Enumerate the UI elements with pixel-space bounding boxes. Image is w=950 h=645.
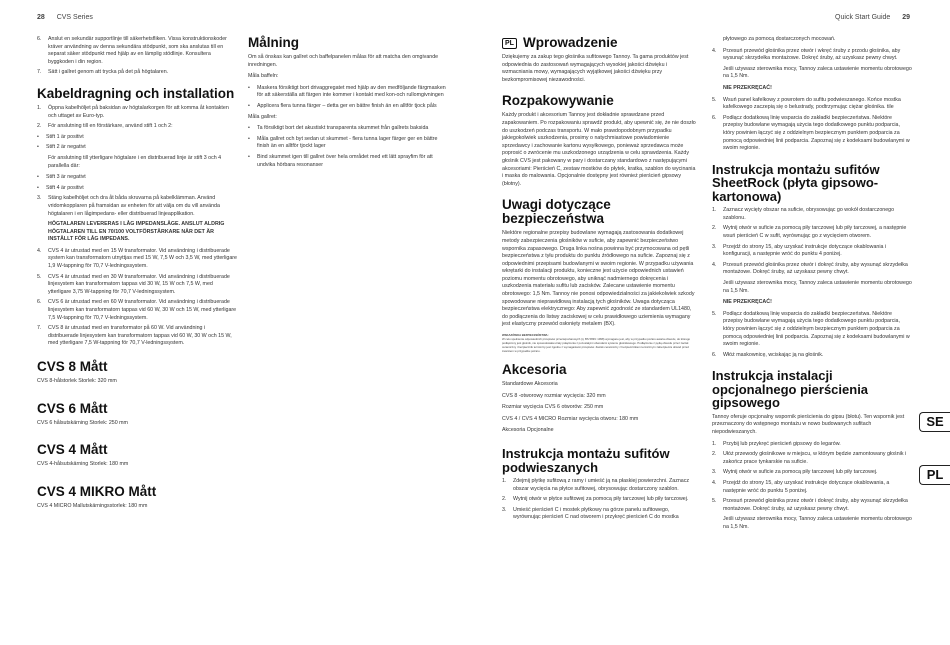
right-page-number: 29	[902, 14, 910, 21]
language-tab-se[interactable]: SE	[919, 412, 950, 432]
list-item: 6. CVS 6 är utrustad med en 60 W transformator. Vid användning i distribuerade linjesystem kan transformatorn tappas vid 60 W, 30 W och 15 W, med ytterligare 7,5 W-tappning för 70,7 V-ledningssystem.	[37, 299, 237, 321]
do-not-overtighten: NIE PRZEKRĘCAĆ!	[723, 299, 772, 306]
list-item: 2. För anslutning till en förstärkare, använd stift 1 och 2:	[37, 123, 173, 130]
introduction-text: Dziękujemy za zakup tego głośnika sufitowego Tannoy. Ta gama produktów jest odpowiednia do zastosowań wymagających wysokiej jakości dźwięku i wzmacniania mowy, wymagających wyjątkowej jakości dźwięku przy bezkompromisowej niezawodności.	[502, 54, 689, 83]
list-item: 1. Przybij lub przykręć pierścień gipsowy do legarów.	[712, 440, 841, 447]
torque-note: Jeśli używasz sterownika mocy, Tannoy zaleca ustawienie momentu obrotowego na 1,5 Nm.	[723, 65, 912, 80]
suspended-ceiling-heading: Instrukcja montażu sufitów podwieszanych	[502, 446, 670, 475]
safety-heading: Uwagi dotyczące bezpieczeństwa	[502, 197, 611, 227]
left-page-header	[37, 14, 93, 21]
list-item: 2. Wytnij otwór w suficie za pomocą piły tarczowej lub piły tarczowej, a następnie wsuń pierścień C w sufit, wyrównując go z wycięciem otworem.	[712, 225, 907, 239]
list-item: • Måla gallret och byt sedan ut skummet - flera tunna lager färger ger en bättre finish än en alltför tjockt lager	[248, 135, 438, 150]
list-item: • Applicera flera tunna färger – detta ger en bättre finish än en alltför tjock påls	[248, 102, 437, 109]
introduction-heading	[502, 36, 698, 50]
cvs8-dimensions-text: CVS 8-hålstorlek Storlek: 320 mm	[37, 378, 117, 384]
pin-item: • Stift 1 är positivt	[37, 133, 84, 140]
safety-fine-title: WSKAZÓWKA BEZPIECZEŃSTWA:	[502, 333, 549, 338]
list-item: 2. Wytnij otwór w płytce sufitowej za pomocą piły tarczowej lub piły tarczowej.	[502, 496, 689, 503]
list-item: 7. Sätt i gallret genom att trycka på det på högtalaren.	[37, 69, 169, 76]
pin-item: • Stift 2 är negativt	[37, 144, 86, 151]
left-page-number: 28	[37, 14, 45, 21]
torque-note: Jeśli używasz sterownika mocy, Tannoy zaleca ustawienie momentu obrotowego na 1,5 Nm.	[723, 279, 912, 294]
column-2	[248, 36, 448, 172]
list-item: 2. Ułóż przewody głośnikowe w miejscu, w którym będzie zamontowany głośnik i zakończ prace tynkarskie na suficie.	[712, 451, 907, 465]
cvs6-dimensions-heading: CVS 6 Mått	[37, 400, 108, 416]
do-not-overtighten: NIE PRZEKRĘCAĆ!	[723, 84, 772, 91]
safety-fine-text: W celu spełnienia odpowiednich przepisów przeciwpożarowych (tj. BS 5839: 1998) wymagane jest, aby w przypadku pożaru awaria obwodu, do którego podłączony jest głośnik, nie spowodowała utraty połączenia z pozostałymi obwodami systemu głośnikowego. Podłączenie z pętlą obwodu przez zacisk ceramiczny i bezpiecznik termiczny jest zgodne z wymaganiami przepisów. Zacisk ceramiczny z bezpiecznikiem termicznym zabezpiecza obwód przed zwarciem w przypadku pożaru.	[502, 337, 691, 354]
list-item: 4. Przesuń przewód głośnika przez otwór i dokręć śruby, aby wysunąć skrzydełka montażowe. Dokręć śruby, aż uzyskasz pewny chwyt.	[712, 261, 908, 276]
list-item: 4. CVS 4 är utrustad med en 15 W transformator. Vid användning i distribuerade system kan transformatorn utnyttjas med 15 W, 7,5 W och 3,5 W, med ytterligare 1,9 W-tappning för 70,7 V-ledningssystem.	[37, 247, 237, 270]
introduction-heading-text: Wprowadzenie	[522, 35, 618, 50]
column-1	[37, 36, 237, 514]
column-3	[502, 36, 698, 525]
grille-label: Måla gallret:	[248, 113, 277, 120]
right-guide-title: Quick Start Guide	[835, 14, 891, 21]
pin-item: • Stift 4 är positivt	[37, 184, 84, 191]
unpacking-heading: Rozpakowywanie	[502, 93, 614, 109]
accessories-item: CVS 4 / CVS 4 MICRO Rozmiar wycięcia otworu: 180 mm	[502, 415, 639, 422]
cvs8-dimensions-heading: CVS 8 Mått	[37, 359, 108, 374]
torque-note: Jeśli używasz sterownika mocy, Tannoy zaleca ustawienie momentu obrotowego na 1,5 Nm.	[723, 516, 912, 530]
left-series-title: CVS Series	[56, 14, 93, 21]
sheetrock-heading: Instrukcja montażu sufitów SheetRock (płyta gipsowo-kartonowa)	[712, 161, 880, 204]
list-item: 5. Wsuń panel kafelkowy z powrotem do sufitu podwieszanego. Końce mostka kafelkowego zaczepią się o belustrady, podtrzymując ciężar głośnika. tile	[712, 96, 901, 111]
cabling-heading: Kabeldragning och installation	[37, 85, 235, 101]
accessories-item: CVS 8 -otworowy rozmiar wycięcia: 320 mm	[502, 392, 606, 399]
cvs6-dimensions-text: CVS 6 hålsutskärning Storlek: 250 mm	[37, 419, 128, 426]
list-item: 7. CVS 8 är utrustad med en transformator på 60 W. Vid användning i distribuerade linjesystem kan transformatorn tappas vid 60 W, 30 W och 15 W, med ytterligare 7,5 W-tappning för 70,7 V-ledningssystem.	[37, 325, 232, 347]
list-item: 5. Podłącz dodatkową linię wsparcia do zakładki bezpieczeństwa. Niektóre przepisy budowlane wymagają użycia tego dodatkowego punktu podparcia, który powinien łączyć się z oddzielnym bezpiecznym punktem podparcia za pomocą odpowiedniej linii podparcia. Zapoznaj się z kodeksami budowlanymi w swoim regionie.	[712, 310, 910, 348]
accessories-item: Standardowe Akcesoria	[502, 381, 558, 388]
safety-text: Niektóre regionalne przepisy budowlane wymagają zastosowania dodatkowej metody zabezpieczenia głośników w suficie, aby zapewnić bezpieczeństwo wspornika zapasowego. Druga linka nośna powinna być przymocowana od pętli bezpieczeństwa z tyłu produktu do punktu źródłowego na suficie. Zapoznaj się z odpowiednimi przepisami budowlanymi w swoim regionie. W przypadku używania wkrętarki do instalacji produktu, konieczne jest użycie odpowiednich ustawień poziomu momentu obrotowego, aby uniknąć nadmiernego dokręcenia i uszkodzenia materiału sufitu lub zacisków. Zalecane ustawienie momentu obrotowego: 1,5 Nm. Tannoy nie ponosi odpowiedzialności za jakiekolwiek szkody spowodowane nieprawidłową instalacją tych głośników. Uwaga dotycząca bezpieczeństwa elektrycznego: Aby zapewnić zgodność ze standardem UL1480, do podłączenia do listwy zaciskowej w celu prawidłowego uziemienia wymagany jest elastyczny przewód osłonięty metalem (BX).	[502, 230, 695, 328]
list-item: • Bind skummet igen till gallret över hela området med ett lätt sprayfim för att undvika hörbara resonanser	[248, 153, 433, 168]
list-item: 4. Przesuń przewód głośnika przez otwór i wkręć śruby z przodu głośnika, aby wysunąć skrzydełka montażowe. Dokręć śruby, aż uzyskasz pewny chwyt.	[712, 47, 901, 62]
cvs4-dimensions-heading: CVS 4 Mått	[37, 442, 108, 458]
language-mark: PL	[502, 38, 517, 49]
list-item: 6. Włóż maskownicę, wciskając ją na głośnik.	[712, 351, 824, 358]
list-item: • Ta försiktigt bort det akustiskt transparenta skummet från gallrets baksida	[248, 125, 429, 132]
cvs4-dimensions-text: CVS 4-hålsutskärning Storlek: 180 mm	[37, 461, 129, 468]
list-item: 6. Anslut en sekundär supportlinje till säkerhetsfliken. Vissa konstruktionskoder kräver användning av denna sekundära stödpunkt, som ska anslutas till en separat säker stödpunkt med hjälp av en lämplig stödlinje. Konsultera byggkoden i din region.	[37, 36, 227, 65]
safety-fine-print	[502, 333, 698, 353]
plaster-ring-heading: Instrukcja instalacji opcjonalnego pierścienia gipsowego	[712, 368, 869, 411]
list-item: 1. Zaznacz wycięty obszar na suficie, obrysowując go wokół dostarczonego szablonu.	[712, 207, 895, 221]
language-tab-pl[interactable]: PL	[919, 465, 950, 485]
list-item: 6. Podłącz dodatkową linię wsparcia do zakładki bezpieczeństwa. Niektóre przepisy budowlane wymagają użycia tego dodatkowego punktu podparcia, który powinien łączyć się z oddzielnym bezpiecznym punktem podparcia za pomocą odpowiedniej linii podparcia. Zapoznaj się z kodeksami budowlanymi w swoim regionie.	[712, 114, 910, 152]
pin-item: • Stift 3 är negativt	[37, 174, 86, 181]
unpacking-text: Każdy produkt i akcesorium Tannoy jest dokładnie sprawdzane przed zapakowaniem. Po rozpakowaniu sprawdź produkt, aby upewnić się, że nie doszło do uszkodzeń podczas transportu. W mało prawdopodobnym przypadku jakiegokolwiek uszkodzenia, prosimy o natychmiastowe powiadomienie sprzedawcy i zachowanie kartonu wysyłkowego, ponieważ sprzedawca może poprosić o zwrócenie mu uszkodzonego urządzenia w celu sprawdzenia. Każdy głośnik CVS jest pakowany w pary i dostarczany standardowo z następującymi akcesoriami: Pierścień C, zestaw mostków do płytek, kratka, szablon do wycinania i maska do malowania. Opcjonalnie dostępny jest również pierścień gipsowy (błotny).	[502, 112, 696, 187]
list-item: 3. Umieść pierścień C i mostek płytkowy na górze panelu sufitowego, wyrównując pierścień C nad otworem i przykręć pierścień C do mostka	[502, 506, 679, 521]
impedance-warning: HÖGTALAREN LEVERERAS I LÅG IMPEDANSLÄGE. ANSLUT ALDRIG HÖGTALAREN TILL EN 70/100 VOLTFÖRSTÄRKARE NÄR DET ÄR INSTÄLLT FÖR LÅG IMPEDANS.	[48, 221, 225, 243]
list-item: 3. Stäng kabelhöljet och dra åt båda skruvarna på kabelklämman. Använd vridomkopplaren på framsidan av enheten för att välja om du vill använda högtalaren i en lågimpedans- eller distribuerad linjeapplikation.	[37, 195, 220, 217]
cvs4-micro-dimensions-heading: CVS 4 MIKRO Mått	[37, 483, 157, 499]
column-4	[712, 36, 912, 536]
list-item: 3. Wytnij otwór w suficie za pomocą piły tarczowej lub piły tarczowej.	[712, 469, 878, 476]
list-item: 4. Przejdź do strony 15, aby uzyskać instrukcje dotyczące okablowania, a następnie wróć do punktu 5 poniżej.	[712, 479, 890, 494]
continued-text: płytowego za pomocą dostarczonych mocowań.	[723, 36, 836, 42]
right-page-header	[835, 14, 910, 21]
parallel-note: För anslutning till ytterligare högtalare i en distribuerad linje är stift 3 och 4 parallella där:	[48, 154, 222, 169]
painting-heading: Målning	[248, 35, 299, 50]
baffle-label: Måla baffeln:	[248, 73, 279, 80]
accessories-item: Akcesoria Opcjonalne	[502, 427, 554, 434]
list-item: 3. Przejdź do strony 15, aby uzyskać instrukcje dotyczące okablowania i konfiguracji, a następnie wróć do punktu 4 poniżej.	[712, 243, 887, 258]
list-item: 5. CVS 4 är utrustad med en 30 W transformator. Vid användning i distribuerade linjesystem kan transformatorn tappas vid 30 W, 15 W och 7,5 W, med ytterligare 3,75 W-tappning för 70,7 V-ledningssystem.	[37, 273, 230, 295]
list-item: 1. Öppna kabelhöljet på baksidan av högtalarkorgen för att komma åt kontakten och uttaget av Euro-typ.	[37, 104, 229, 119]
plaster-ring-intro: Tannoy oferuje opcjonalny wspornik pierścienia do gipsu (błotu). Ten wspornik jest przeznaczony do wstępnego montażu w nowo budowanych sufitach niepodwieszanych.	[712, 413, 905, 435]
painting-intro: Om så önskas kan gallret och baffelpanelen målas för att matcha den omgivande inredningen.	[248, 54, 439, 68]
list-item: 1. Zdejmij płytkę sufitową z ramy i umieść ją na płaskiej powierzchni. Zaznacz obszar wycięcia na płytce sufitowej, obrysowując dostarczony szablon.	[502, 478, 690, 492]
cvs4-micro-dimensions-text: CVS 4 MICRO Mallutskärningsstorlek: 180 mm	[37, 502, 148, 509]
list-item: • Maskera försiktigt bort drivaggregatet med hjälp av den medföljande färgmasken för att säkerställa att färgen inte kommer i kontakt med kon-och rullomgivningen	[248, 84, 446, 99]
list-item: 5. Przesuń przewód głośnika przez otwór i dokręć śruby, aby wysunąć skrzydełka montażowe. Dokręć śruby, aż uzyskasz pewny chwyt.	[712, 498, 908, 512]
accessories-item: Rozmiar wycięcia CVS 6 otworów: 250 mm	[502, 404, 604, 411]
accessories-heading: Akcesoria	[502, 362, 567, 378]
